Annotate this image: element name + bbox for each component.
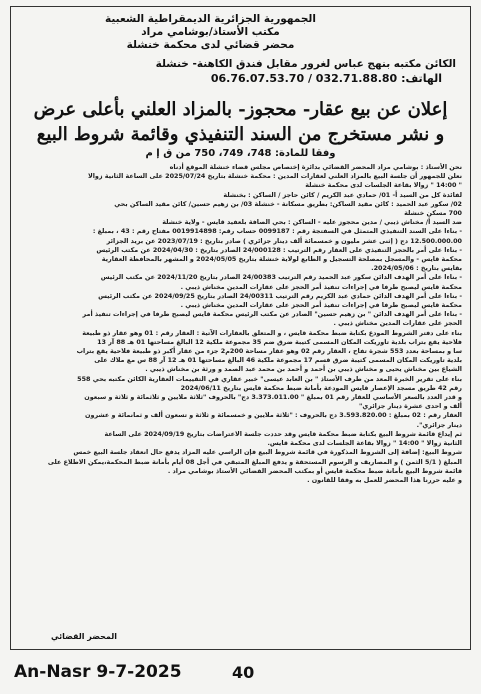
body-line: شروط البيع: إضافة إلى الشروط المذكورة في قائمة شروط البيع فإن الراسي عليه المزاد يدفع حال انعقاد جلسة البيع خمس	[73, 448, 462, 457]
title-line-2: و نشر مستخرج من السند التنفيذي وقائمة شروط البيع	[36, 124, 445, 145]
body-line: محكمة قايس - والمسجل بمصلحة التسجيل و الطابع لولاية خنشلة بتاريخ 2024/05/05 و المشهر بالمحافظة العقارية	[101, 255, 462, 264]
body-line: دينار جزائري".	[416, 420, 462, 429]
body-line: محكمة قايس ليصبح طرفا في إجراءات تنفيذ أمر الحجز على عقارات المدين مخناش ذيبي .	[180, 282, 462, 291]
body-line: محكمة قايس ليصبح طرفا في إجراءات تنفيذ أمر الحجز على عقارات المدين مخناش ذيبي .	[180, 301, 462, 310]
body-line: و عليه حررنا هذا المحضر للعمل به وفقا للقانون .	[307, 475, 462, 484]
body-line: 02/ سكور عبد الحميد : كائن مقيد الساكن: بطريق مسكانة - خنشلة 03/ بن زهيم حسين/ كائن مقيد الساكن بحي	[114, 199, 462, 208]
body-line: نحن الأستاذ : بوشامي مراد المحضر القضائي بدائرة إختصاص مجلس قضاء خنشلة الموقع أدناه	[169, 163, 462, 171]
body-line: - بناءا على السند التنفيذي المتمثل في السفتجة رقم : 0099187 حساب رقم: 0019914898 مفتاح رقم : 43 ، بمبلغ :	[92, 227, 462, 236]
body-line: بناء على دفتر الشروط المودع بكتابة ضبط محكمة قايس ، و المتعلق بالعقارات الآتية : العقار رقم : 01 وهو عقار ذو طبيعة	[82, 328, 462, 337]
body-line: بلدية تاوريكت المكان المسمى كتيبة ضرق قسم 17 مجموعة ملكية 46 البالغ مساحتها 01 هـ 12 آر 88 س مع ملاك على	[94, 356, 462, 365]
title-line-1: إعلان عن بيع عقار- محجوز- بالمزاد العلني بأعلى عرض	[33, 99, 448, 120]
body-line: لفائدة كل من السيد أ- 01/ حمادي عبد الكريم / كائن حاجز / الساكن : بخنشلة	[223, 190, 462, 199]
office-name: مكتب الأستاذ/بوشامي مراد	[141, 26, 280, 38]
body-line: - بناءا على أمر الهدف الدائن " بن زهيم حسين" الصادر عن مكتب الرئيس محكمة قايس ليصبح طرفا في إجراءات تنفيذ أمر	[82, 310, 462, 319]
office-address: الكائن مكتبه بنهج عباس لغرور مقابل فندق الكاهنة- خنشلة	[155, 58, 456, 70]
office-phones	[19, 71, 462, 87]
body-line: " 14:00 " زوالا بقاعة الجلسات لدى محكمة خنشلة	[305, 181, 462, 190]
bailiff-signature: المحضر القضائي	[51, 632, 118, 641]
notice-frame	[10, 6, 471, 650]
body-line: ألف و احدى عشرة دينار جزائري"	[359, 402, 462, 411]
body-line: العقار رقم : 02 بمبلغ : 3.593.820.00 دج بالحروف : "ثلاثة ملايين و خمسمائة و ثلاثة و تسعون ألف و ثمانمائة و عشرون	[85, 411, 462, 420]
page-number: 40	[232, 662, 255, 682]
body-line: ثم إيداع قائمة شروط البيع بكتابة ضبط محكمة قايس وقد حددت جلسة الاعتراضات بتاريخ 2024/09/19 على الساعة	[104, 429, 462, 438]
notice-body	[19, 163, 462, 485]
body-line: فلاحية يقع بتراب بلدية تاوريكت المكان المسمى كتيبة ضرق ضم 35 مجموعة ملكية 12 البالغ مساحتها 01 هـ 88 آر 13	[97, 337, 462, 346]
body-line: و قدر العدد بالسعر الأساسي للعقار رقم 01 بمبلغ " 3.373.011.00 دج" بالحروف "ثلاثة ملايين و ثلاثمائة و ثلاثة و سبعون	[84, 393, 462, 402]
body-line: قائمة شروط البيع بأمانة ضبط محكمة قايس أو بمكتب المحضر القضائي الأستاذ بوشامي مراد .	[167, 466, 462, 475]
body-line: - بناءا على أمر الهدف الدائن حمادي عبد الكريم رقم الترتيب 24/00311 الصادر بتاريخ 2024/09/25 عن مكتب الرئيس	[98, 291, 462, 300]
body-line: 12.500.000.00 دج ( إثنى عشر مليون و خمسمائة ألف دينار جزائري ) صادر بتاريخ : 2023/07/19 عن بريد الجزائر	[106, 236, 462, 245]
body-line: بقايس بتاريخ : 2024/05/06.	[371, 264, 462, 273]
body-line: سا و بمساحة بعدد 553 شجرة تفاح ، العقار رقم 02 وهو عقار مساحة 200م2 جزء من عقار أكبر ذو طبيعة فلاحية يقع بتراب	[76, 347, 462, 356]
body-line: ضد السيد أ/ مخناش ذيبي / مدين محجوز عليه - الساكن : بحي الصافة بلعفيد قايس - ولاية خنشلة	[162, 218, 462, 227]
notice-title	[19, 97, 462, 147]
body-line: الثانية زوالا " 14:00 " زوالا بقاعة الجلسات لدى محكمة قايس.	[267, 439, 462, 448]
body-line: الحجز على عقارات المدين مخناش ذيبي .	[333, 319, 462, 328]
body-line: - بناءا على أمر الهدف الدائن سكور عبد الحميد رقم الترتيب 24/00383 الصادر بتاريخ 2024/11/20 عن مكتب الرئيس	[100, 273, 462, 282]
office-header	[19, 13, 462, 87]
body-line: - بناءا على أمر بالحجز التنفيذي على العقار رقم الترتيب : 24/000128 الصادر بتاريخ : 2024/04/30 عن مكتب الرئيس	[96, 245, 462, 254]
body-line: الشياع بين مخناش يحيى و مخناش ذيبي بن أحمد و أحمد بن محمد عبد الصمد و ورثة بن مخناش ذيبي .	[145, 365, 462, 374]
body-line: 700 مسكن خنشلة	[404, 209, 462, 218]
newspaper-brand-date: An-Nasr 9-7-2025	[14, 662, 182, 682]
legal-reference: وفقا للمادة: 748، 749، 750 من ق إ م	[145, 148, 336, 159]
body-line: المبلغ ( 5/1 الثمن ) و المصاريف و الرسوم المستحقة و يدفع المبلغ المتبقي في أجل 08 أيام بأمانة ضبط المحكمة،يمكن الاطلاع على	[47, 457, 462, 466]
page-footer	[0, 650, 481, 694]
body-line: نعلن للجمهور أن جلسة البيع بالمزاد العلني لعقارات المدين : محكمة خنشلة بتاريخ 2025/07/24 على الساعة الثانية زوالا	[87, 172, 462, 181]
republic-line: الجمهورية الجزائرية الديمقراطية الشعبية	[105, 13, 316, 25]
bailiff-title: محضر قضائي لدى محكمة خنشلة	[126, 39, 295, 51]
body-line: بناء على تقرير الخبرة المعد من طرف الأستاذ " بن العابد عيسى" خبير عقاري في التقييمات العقارية الكائن مكتبه بحي 558	[77, 374, 462, 383]
phones-value: 06.76.07.53.70 / 032.71.88.80	[210, 72, 398, 85]
body-line: رقم 42 طريق مسجد الإعصار قايس المودعة بأمانة ضبط محكمة قايس بتاريخ 2024/06/11	[180, 383, 462, 392]
notice-content	[11, 7, 470, 649]
phones-label: الهاتف:	[401, 72, 442, 85]
